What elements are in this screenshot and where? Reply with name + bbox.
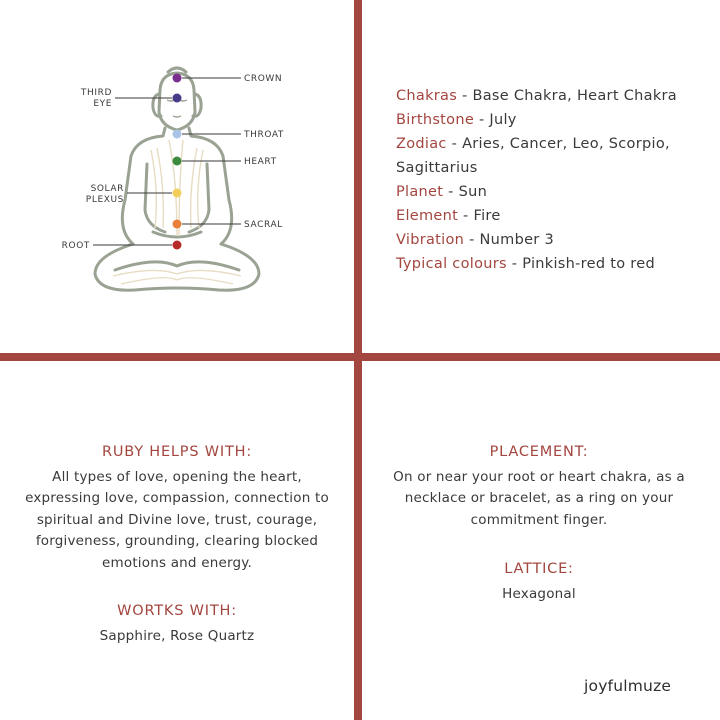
works-with-title: WORTKS WITH: xyxy=(117,603,237,619)
sacral-chakra-dot xyxy=(173,220,182,229)
attr-value: July xyxy=(489,112,517,128)
attr-separator: - xyxy=(457,88,473,104)
placement-title: PLACEMENT: xyxy=(489,444,589,460)
root-label: ROOT xyxy=(61,241,90,251)
attr-value: Fire xyxy=(473,208,501,224)
attr-separator: - xyxy=(458,208,474,224)
solar-plexus-label-line2: PLEXUS xyxy=(85,195,124,205)
attr-separator: - xyxy=(443,184,459,200)
attr-row-birthstone xyxy=(396,108,706,132)
attr-key: Element xyxy=(396,208,459,224)
throat-chakra-dot xyxy=(173,130,182,139)
attr-separator: - xyxy=(506,256,523,272)
sacral-label: SACRAL xyxy=(244,220,283,230)
solar-plexus-chakra-dot xyxy=(173,189,182,198)
works-with-body: Sapphire, Rose Quartz xyxy=(99,627,255,644)
third-eye-label-line1: THIRD xyxy=(80,88,112,98)
attr-value: Number 3 xyxy=(479,232,554,248)
buddha-chakra-figure xyxy=(55,60,305,310)
attr-row-element xyxy=(396,204,706,228)
brand-logo-text: joyfulmuze xyxy=(584,677,672,695)
lattice-title: LATTICE: xyxy=(504,561,574,577)
throat-label: THROAT xyxy=(244,130,284,140)
attr-row-planet xyxy=(396,180,706,204)
attr-value: Pinkish-red to red xyxy=(522,256,655,272)
heart-chakra-dot xyxy=(173,157,182,166)
attr-separator: - xyxy=(474,112,490,128)
attr-row-zodiac xyxy=(396,132,706,180)
root-chakra-dot xyxy=(173,241,182,250)
crown-chakra-dot xyxy=(173,74,182,83)
works-with-section xyxy=(20,601,334,647)
attr-key: Zodiac xyxy=(396,136,447,152)
leader-lines xyxy=(90,78,241,245)
attr-separator: - xyxy=(464,232,480,248)
attribute-list xyxy=(396,84,706,276)
attr-row-vibration xyxy=(396,228,706,252)
helps-with-title: RUBY HELPS WITH: xyxy=(101,444,253,460)
lattice-body: Hexagonal xyxy=(502,585,576,602)
lattice-section xyxy=(380,559,698,605)
attr-key: Typical colours xyxy=(396,256,507,272)
face-features xyxy=(167,100,187,117)
attr-value: Base Chakra, Heart Chakra xyxy=(472,88,677,104)
attr-row-chakras xyxy=(396,84,706,108)
attr-key: Chakras xyxy=(396,88,458,104)
attr-row-typical-colours xyxy=(396,252,706,276)
placement-section xyxy=(380,442,698,531)
third-eye-chakra-dot xyxy=(173,94,182,103)
helps-with-section xyxy=(20,442,334,574)
crown-label: CROWN xyxy=(244,74,283,84)
attr-separator: - xyxy=(446,136,463,152)
attr-key: Vibration xyxy=(396,232,465,248)
helps-with-body: All types of love, opening the heart, expressing love, compassion, connection to spiritual and Divine love, trust, courage, forgiveness, grounding, clearing blocked emotions and energy. xyxy=(25,468,329,571)
horizontal-divider xyxy=(0,353,720,361)
attr-key: Planet xyxy=(396,184,444,200)
attr-value: Aries, Cancer, Leo, Scorpio, Sagittarius xyxy=(396,136,670,176)
attr-key: Birthstone xyxy=(396,112,475,128)
placement-body: On or near your root or heart chakra, as a necklace or bracelet, as a ring on your commitment finger. xyxy=(393,468,685,528)
third-eye-label-line2: EYE xyxy=(93,99,112,109)
heart-label: HEART xyxy=(244,157,277,167)
attr-value: Sun xyxy=(458,184,488,200)
solar-plexus-label-line1: SOLAR xyxy=(90,184,124,194)
